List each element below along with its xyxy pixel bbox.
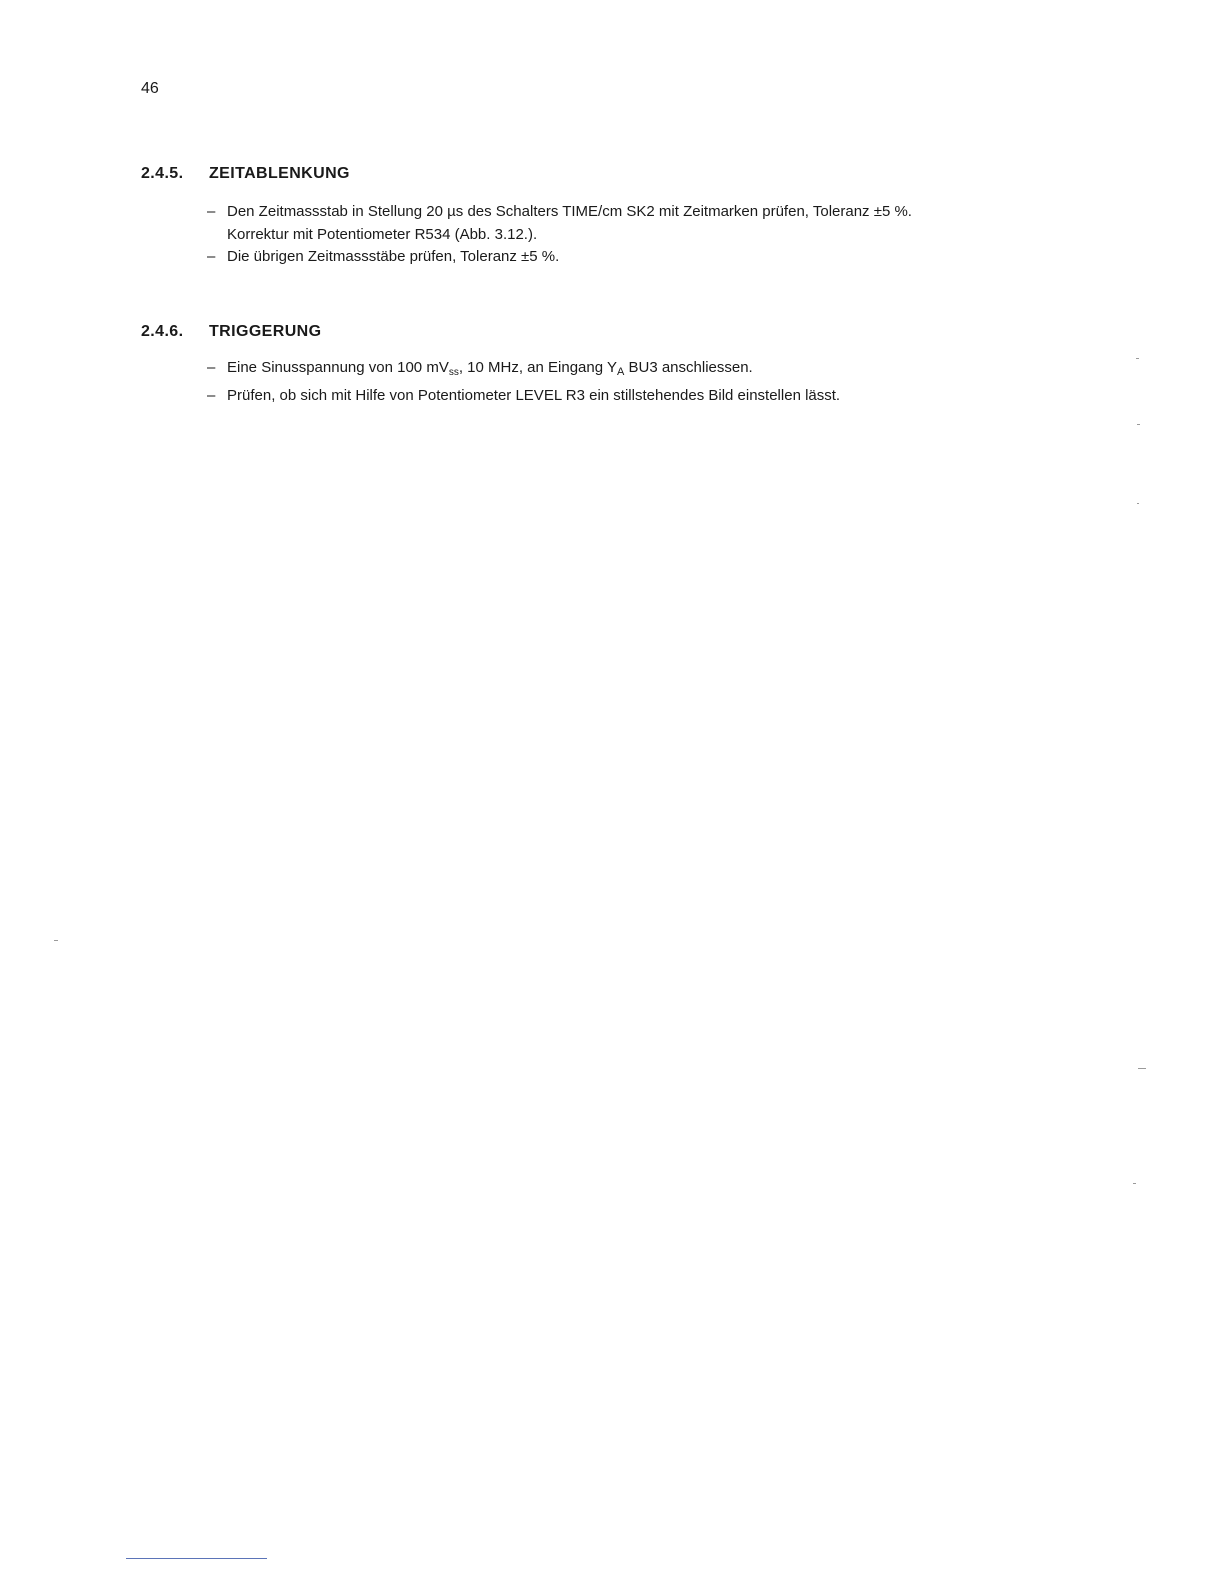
footer-rule (126, 1558, 267, 1559)
section-number: 2.4.6. (141, 323, 184, 340)
page-number: 46 (141, 80, 159, 97)
scan-speck (1136, 358, 1139, 359)
section-2-4-6-list (207, 357, 840, 407)
unit-text: µs (447, 203, 464, 220)
scan-speck (1138, 1068, 1146, 1069)
list-item (207, 357, 840, 385)
list-item-text: Prüfen, ob sich mit Hilfe von Potentiometer LEVEL R3 ein stillstehendes Bild einstellen lässt. (227, 386, 841, 404)
scan-speck (1133, 1183, 1136, 1184)
list-item (207, 224, 912, 247)
section-number: 2.4.5. (141, 165, 184, 182)
list-item-text: Den Zeitmassstab in Stellung 20 (227, 203, 448, 220)
scan-speck (54, 940, 58, 941)
dash-bullet: – (207, 248, 216, 265)
section-2-4-5-list (207, 201, 912, 269)
dash-bullet: – (207, 203, 216, 220)
subscript-text: ss (448, 367, 459, 378)
list-item-text: Die übrigen Zeitmassstäbe prüfen, Toleranz ±5 %. (227, 248, 560, 265)
list-item (207, 385, 840, 408)
dash-bullet: – (207, 386, 216, 404)
list-item-text: BU3 anschliessen. (624, 359, 753, 376)
list-item-text: Eine Sinusspannung von 100 mV (227, 359, 449, 376)
list-item (207, 246, 912, 269)
subscript-text: A (616, 366, 625, 378)
list-item (207, 201, 912, 224)
list-item-text: Korrektur mit Potentiometer R534 (Abb. 3.12.). (227, 225, 538, 243)
list-item-text: , 10 MHz, an Eingang Y (458, 359, 617, 376)
section-heading-2-4-6 (141, 323, 321, 341)
list-item-text: des Schalters TIME/cm SK2 mit Zeitmarken prüfen, Toleranz ±5 %. (463, 203, 912, 220)
dash-bullet: – (207, 359, 216, 376)
section-heading-2-4-5 (141, 165, 350, 183)
scan-speck (1137, 424, 1140, 425)
scan-speck (1137, 503, 1139, 504)
section-title: ZEITABLENKUNG (209, 165, 350, 182)
section-title: TRIGGERUNG (209, 323, 322, 340)
